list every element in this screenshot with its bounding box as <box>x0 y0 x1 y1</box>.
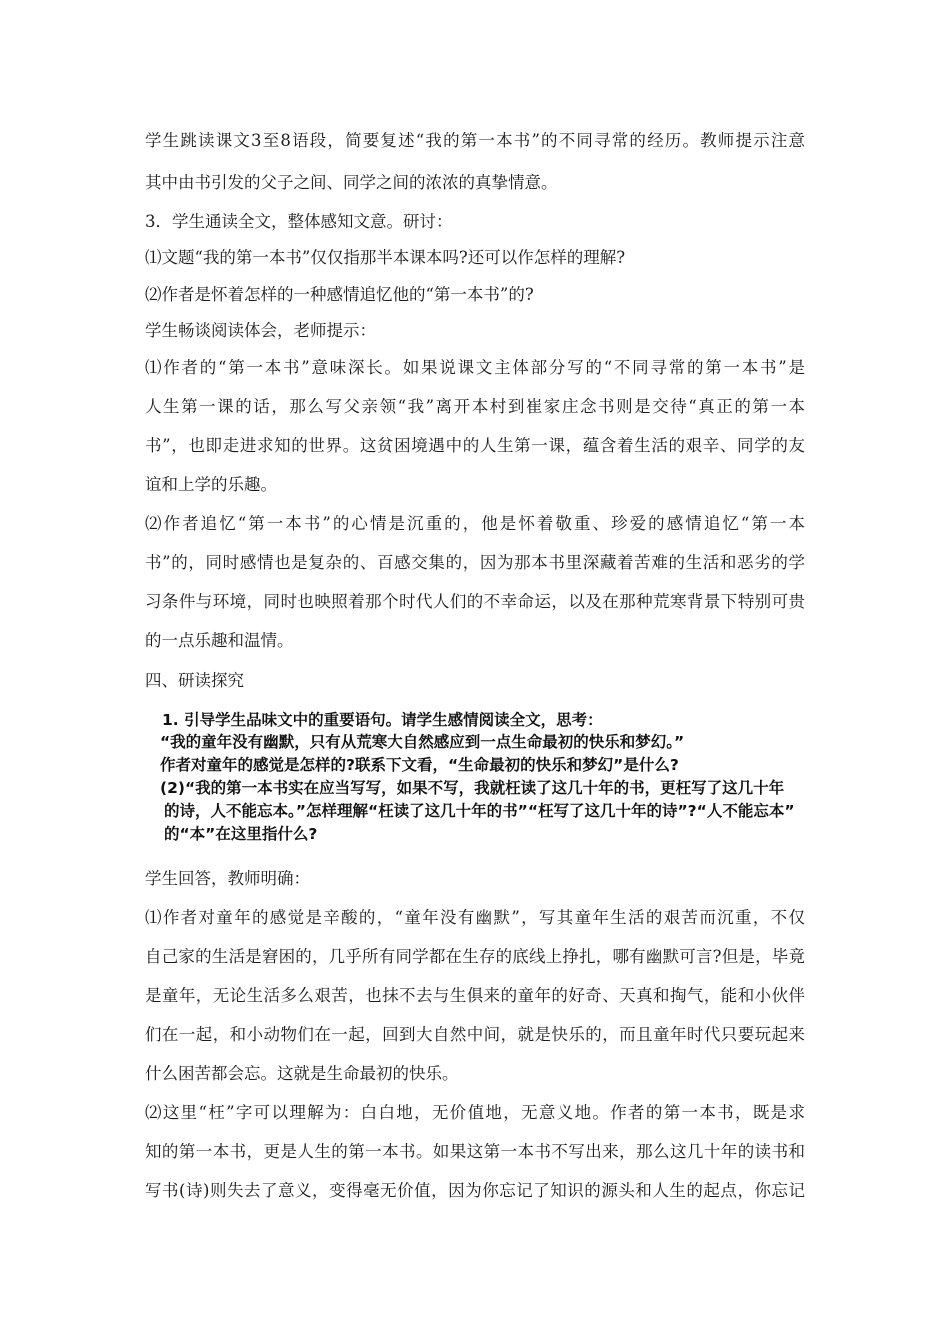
text-line: 学生跳读课文3至8语段，简要复述“我的第一本书”的不同寻常的经历。教师提示注意 <box>145 131 805 150</box>
text-line: 3．学生通读全文，整体感知文意。研讨： <box>145 212 453 231</box>
text-line: 学生畅谈阅读体会，老师提示： <box>145 321 376 340</box>
text-line: 自己家的生活是窘困的，几乎所有同学都在生存的底线上挣扎，哪有幽默可言?但是，毕竟 <box>145 947 805 966</box>
text-line: 书”的，同时感情也是复杂的、百感交集的，因为那本书里深藏着苦难的生活和恶劣的学 <box>145 553 805 572</box>
text-line: ⑴作者的“第一本书”意味深长。如果说课文主体部分写的“不同寻常的第一本书”是 <box>145 358 805 377</box>
text-line: 写书(诗)则失去了意义，变得毫无价值，因为你忘记了知识的源头和人生的起点，你忘记 <box>145 1181 805 1200</box>
excerpt-line: 作者对童年的感觉是怎样的?联系下文看，“生命最初的快乐和梦幻”是什么? <box>160 756 679 774</box>
excerpt-line: 的“本”在这里指什么? <box>164 825 318 843</box>
text-line: 其中由书引发的父子之间、同学之间的浓浓的真挚情意。 <box>145 173 558 192</box>
text-line: 习条件与环境，同时也映照着那个时代人们的不幸命运，以及在那种荒寒背景下特别可贵 <box>145 592 805 611</box>
text-line: ⑵这里“枉”字可以理解为：白白地，无价值地，无意义地。作者的第一本书，既是求 <box>145 1103 805 1122</box>
text-line: 人生第一课的话，那么写父亲领“我”离开本村到崔家庄念书则是交待“真正的第一本 <box>145 397 805 416</box>
text-line: 们在一起，和小动物们在一起，回到大自然中间，就是快乐的，而且童年时代只要玩起来 <box>145 1025 805 1044</box>
text-line: ⑴作者对童年的感觉是辛酸的，“童年没有幽默”，写其童年生活的艰苦而沉重，不仅 <box>145 908 805 927</box>
text-line: 什么困苦都会忘。这就是生命最初的快乐。 <box>145 1064 459 1083</box>
text-line: ⑵作者追忆“第一本书”的心情是沉重的，他是怀着敬重、珍爱的感情追忆“第一本 <box>145 514 805 533</box>
text-line: 是童年，无论生活多么艰苦，也抹不去与生俱来的童年的好奇、天真和掏气，能和小伙伴 <box>145 986 805 1005</box>
excerpt-line: (2)“我的第一本书实在应当写写，如果不写，我就枉读了这几十年的书，更枉写了这几十年 <box>160 779 785 797</box>
text-line: 知的第一本书，更是人生的第一本书。如果这第一本书不写出来，那么这几十年的读书和 <box>145 1142 805 1161</box>
text-line: 书”，也即走进求知的世界。这贫困境遇中的人生第一课，蕴含着生活的艰辛、同学的友 <box>145 436 805 455</box>
excerpt-line: 1. 引导学生品味文中的重要语句。请学生感情阅读全文，思考： <box>162 711 603 729</box>
excerpt-line: 的诗，人不能忘本。”怎样理解“枉读了这几十年的书”“枉写了这几十年的诗”?“人不能忘本” <box>164 802 795 820</box>
section-heading: 四、研读探究 <box>145 671 244 690</box>
text-line: ⑵作者是怀着怎样的一种感情追忆他的“第一本书”的? <box>145 285 534 304</box>
excerpt-line: “我的童年没有幽默，只有从荒寒大自然感应到一点生命最初的快乐和梦幻。” <box>160 733 685 751</box>
text-line: 学生回答，教师明确： <box>145 869 310 888</box>
text-line: 谊和上学的乐趣。 <box>145 475 277 494</box>
text-line: ⑴文题“我的第一本书”仅仅指那半本课本吗?还可以作怎样的理解? <box>145 248 626 267</box>
text-line: 的一点乐趣和温情。 <box>145 631 294 650</box>
